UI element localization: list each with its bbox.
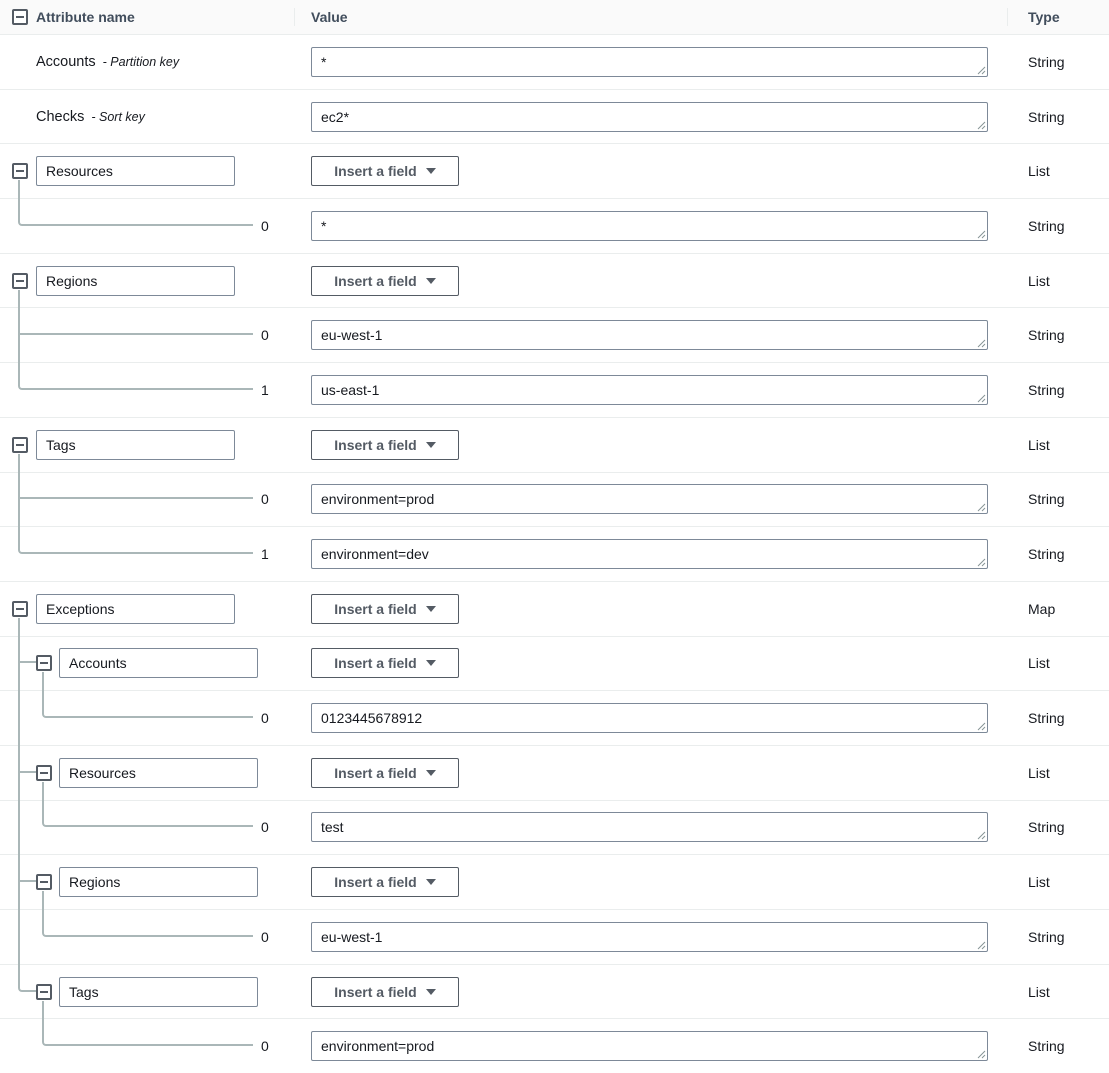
type-label: String <box>1028 819 1065 836</box>
type-label: String <box>1028 491 1065 508</box>
attribute-row <box>0 1019 1109 1073</box>
collapse-icon[interactable] <box>12 601 28 617</box>
collapse-icon[interactable] <box>36 984 52 1000</box>
value-field <box>311 47 988 77</box>
attribute-name-input[interactable] <box>59 648 258 678</box>
value-field <box>311 539 988 569</box>
index-label: 1 <box>261 546 269 563</box>
attribute-value-input[interactable] <box>311 922 988 952</box>
type-label: List <box>1028 983 1050 1000</box>
tree-connector <box>42 1001 44 1020</box>
insert-field-button[interactable] <box>311 758 459 788</box>
attribute-key-label <box>36 54 179 70</box>
tree-connector <box>42 1019 253 1046</box>
index-label: 0 <box>261 491 269 508</box>
caret-down-icon <box>426 168 436 174</box>
type-label: List <box>1028 655 1050 672</box>
index-label: 0 <box>261 710 269 727</box>
insert-field-label: Insert a field <box>334 874 417 891</box>
attribute-row <box>0 637 1109 692</box>
insert-field-button[interactable] <box>311 266 459 296</box>
caret-down-icon <box>426 660 436 666</box>
attribute-row <box>0 144 1109 199</box>
caret-down-icon <box>426 278 436 284</box>
insert-field-button[interactable] <box>311 867 459 897</box>
insert-field-label: Insert a field <box>334 764 417 781</box>
attribute-name-input[interactable] <box>59 977 258 1007</box>
attribute-row <box>0 527 1109 582</box>
type-label: String <box>1028 53 1065 70</box>
collapse-icon[interactable] <box>12 273 28 289</box>
column-header-type: Type <box>1028 9 1060 25</box>
column-divider <box>294 8 295 26</box>
collapse-icon[interactable] <box>36 874 52 890</box>
attribute-name-input[interactable] <box>59 758 258 788</box>
caret-down-icon <box>426 442 436 448</box>
tree-connector <box>18 290 20 309</box>
type-label: String <box>1028 217 1065 234</box>
tree-connector <box>18 199 253 226</box>
index-label: 0 <box>261 217 269 234</box>
tree-connector <box>18 527 253 554</box>
attribute-row <box>0 254 1109 309</box>
tree-connector <box>18 308 253 335</box>
resize-grip-icon[interactable] <box>977 230 986 239</box>
value-field <box>311 922 988 952</box>
tree-connector <box>18 910 20 965</box>
attribute-name-input[interactable] <box>36 266 235 296</box>
tree-connector <box>18 691 20 746</box>
column-divider <box>1007 8 1008 26</box>
value-field <box>311 1031 988 1061</box>
caret-down-icon <box>426 989 436 995</box>
index-label: 0 <box>261 928 269 945</box>
insert-field-label: Insert a field <box>334 163 417 180</box>
resize-grip-icon[interactable] <box>977 503 986 512</box>
attribute-value-input[interactable] <box>311 47 988 77</box>
collapse-icon[interactable] <box>12 437 28 453</box>
attribute-row <box>0 746 1109 801</box>
value-field <box>311 211 988 241</box>
tree-connector <box>18 180 20 199</box>
attribute-name-input[interactable] <box>36 594 235 624</box>
attribute-row <box>0 582 1109 637</box>
attribute-name: Accounts <box>36 53 96 70</box>
type-label: List <box>1028 874 1050 891</box>
attribute-value-input[interactable] <box>311 102 988 132</box>
table-header <box>0 0 1109 35</box>
attribute-value-input[interactable] <box>311 703 988 733</box>
resize-grip-icon[interactable] <box>977 1050 986 1059</box>
attribute-value-input[interactable] <box>311 812 988 842</box>
tree-connector <box>42 782 44 801</box>
tree-connector <box>42 801 253 828</box>
tree-connector <box>18 637 37 664</box>
insert-field-label: Insert a field <box>334 600 417 617</box>
collapse-icon[interactable] <box>36 765 52 781</box>
attribute-value-input[interactable] <box>311 539 988 569</box>
resize-grip-icon[interactable] <box>977 941 986 950</box>
resize-grip-icon[interactable] <box>977 394 986 403</box>
tree-connector <box>18 746 37 773</box>
resize-grip-icon[interactable] <box>977 66 986 75</box>
attribute-name-input[interactable] <box>36 156 235 186</box>
value-field <box>311 812 988 842</box>
caret-down-icon <box>426 770 436 776</box>
tree-connector <box>42 891 44 910</box>
attribute-key-label <box>36 109 145 125</box>
attribute-row <box>0 473 1109 528</box>
resize-grip-icon[interactable] <box>977 831 986 840</box>
attribute-name-input[interactable] <box>36 430 235 460</box>
tree-connector <box>18 454 20 473</box>
index-label: 0 <box>261 327 269 344</box>
tree-connector <box>18 473 253 500</box>
attribute-value-input[interactable] <box>311 1031 988 1061</box>
type-label: List <box>1028 436 1050 453</box>
type-label: String <box>1028 327 1065 344</box>
type-label: List <box>1028 163 1050 180</box>
insert-field-label: Insert a field <box>334 272 417 289</box>
attribute-row <box>0 910 1109 965</box>
type-label: List <box>1028 764 1050 781</box>
value-field <box>311 703 988 733</box>
attribute-row <box>0 35 1109 90</box>
value-field <box>311 320 988 350</box>
type-label: Map <box>1028 600 1056 617</box>
attribute-row <box>0 363 1109 418</box>
index-label: 1 <box>261 381 269 398</box>
collapse-all-icon[interactable] <box>12 9 28 25</box>
attribute-row <box>0 308 1109 363</box>
tree-connector <box>18 363 253 390</box>
tree-connector <box>18 855 37 882</box>
value-field <box>311 375 988 405</box>
attribute-row <box>0 965 1109 1020</box>
insert-field-button[interactable] <box>311 430 459 460</box>
column-header-attribute-name: Attribute name <box>36 9 135 25</box>
collapse-icon[interactable] <box>12 163 28 179</box>
tree-connector <box>42 672 44 691</box>
attribute-row <box>0 90 1109 145</box>
attribute-row <box>0 418 1109 473</box>
resize-grip-icon[interactable] <box>977 722 986 731</box>
partition-key-label: - Partition key <box>102 54 180 69</box>
insert-field-label: Insert a field <box>334 983 417 1000</box>
tree-connector <box>18 618 20 637</box>
insert-field-label: Insert a field <box>334 655 417 672</box>
index-label: 0 <box>261 1038 269 1055</box>
caret-down-icon <box>426 606 436 612</box>
value-field <box>311 484 988 514</box>
insert-field-label: Insert a field <box>334 436 417 453</box>
type-label: String <box>1028 546 1065 563</box>
collapse-icon[interactable] <box>36 655 52 671</box>
attribute-value-input[interactable] <box>311 320 988 350</box>
index-label: 0 <box>261 819 269 836</box>
tree-connector <box>18 801 20 856</box>
value-field <box>311 102 988 132</box>
resize-grip-icon[interactable] <box>977 558 986 567</box>
tree-connector <box>42 910 253 937</box>
type-label: String <box>1028 928 1065 945</box>
column-header-value: Value <box>311 9 348 25</box>
resize-grip-icon[interactable] <box>977 121 986 130</box>
tree-connector <box>18 965 37 992</box>
type-label: String <box>1028 381 1065 398</box>
attribute-row <box>0 199 1109 254</box>
type-label: String <box>1028 710 1065 727</box>
insert-field-button[interactable] <box>311 648 459 678</box>
attribute-row <box>0 801 1109 856</box>
caret-down-icon <box>426 879 436 885</box>
attribute-row <box>0 855 1109 910</box>
attribute-value-input[interactable] <box>311 211 988 241</box>
type-label: String <box>1028 108 1065 125</box>
attribute-name: Checks <box>36 108 85 125</box>
type-label: String <box>1028 1038 1065 1055</box>
attribute-value-input[interactable] <box>311 484 988 514</box>
insert-field-button[interactable] <box>311 977 459 1007</box>
sort-key-label: - Sort key <box>91 109 145 124</box>
attribute-row <box>0 691 1109 746</box>
resize-grip-icon[interactable] <box>977 339 986 348</box>
attribute-value-input[interactable] <box>311 375 988 405</box>
type-label: List <box>1028 272 1050 289</box>
insert-field-button[interactable] <box>311 156 459 186</box>
insert-field-button[interactable] <box>311 594 459 624</box>
tree-connector <box>42 691 253 718</box>
attribute-name-input[interactable] <box>59 867 258 897</box>
